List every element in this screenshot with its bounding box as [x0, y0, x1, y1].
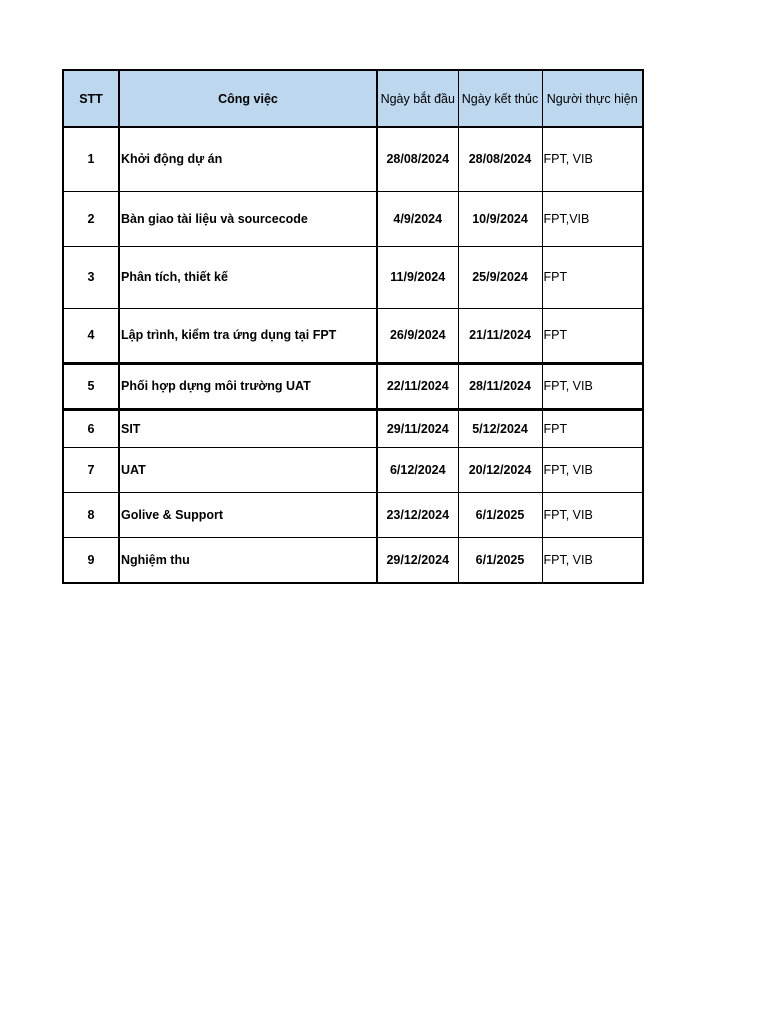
header-owner: Người thực hiện — [542, 70, 643, 127]
cell-owner: FPT — [542, 246, 643, 308]
cell-owner: FPT, VIB — [542, 492, 643, 537]
cell-start-date: 23/12/2024 — [377, 492, 458, 537]
table-row — [63, 447, 643, 492]
cell-owner: FPT, VIB — [542, 363, 643, 409]
cell-end-date: 5/12/2024 — [458, 409, 542, 447]
cell-task: Nghiệm thu — [119, 537, 377, 583]
table-row — [63, 492, 643, 537]
cell-task: UAT — [119, 447, 377, 492]
cell-task: Phân tích, thiết kế — [119, 246, 377, 308]
cell-end-date: 25/9/2024 — [458, 246, 542, 308]
cell-owner: FPT,VIB — [542, 191, 643, 246]
cell-task: Phối hợp dựng môi trường UAT — [119, 363, 377, 409]
cell-stt: 6 — [63, 409, 119, 447]
cell-stt: 2 — [63, 191, 119, 246]
header-end-date: Ngày kết thúc — [458, 70, 542, 127]
cell-start-date: 11/9/2024 — [377, 246, 458, 308]
cell-task: Bàn giao tài liệu và sourcecode — [119, 191, 377, 246]
table-row — [63, 127, 643, 191]
header-task: Công việc — [119, 70, 377, 127]
cell-start-date: 6/12/2024 — [377, 447, 458, 492]
cell-stt: 1 — [63, 127, 119, 191]
cell-task: SIT — [119, 409, 377, 447]
table-row — [63, 363, 643, 409]
cell-end-date: 20/12/2024 — [458, 447, 542, 492]
cell-task: Khởi động dự án — [119, 127, 377, 191]
cell-stt: 3 — [63, 246, 119, 308]
schedule-table — [62, 69, 644, 584]
table-row — [63, 308, 643, 363]
cell-owner: FPT, VIB — [542, 127, 643, 191]
table-row — [63, 409, 643, 447]
table-row — [63, 537, 643, 583]
cell-end-date: 6/1/2025 — [458, 537, 542, 583]
cell-end-date: 10/9/2024 — [458, 191, 542, 246]
cell-owner: FPT, VIB — [542, 537, 643, 583]
table-row — [63, 191, 643, 246]
cell-stt: 4 — [63, 308, 119, 363]
cell-owner: FPT — [542, 409, 643, 447]
cell-stt: 9 — [63, 537, 119, 583]
cell-task: Golive & Support — [119, 492, 377, 537]
table-header-row — [63, 70, 643, 127]
cell-owner: FPT, VIB — [542, 447, 643, 492]
cell-stt: 7 — [63, 447, 119, 492]
cell-start-date: 4/9/2024 — [377, 191, 458, 246]
cell-start-date: 28/08/2024 — [377, 127, 458, 191]
header-start-date: Ngày bắt đầu — [377, 70, 458, 127]
cell-end-date: 6/1/2025 — [458, 492, 542, 537]
header-stt: STT — [63, 70, 119, 127]
cell-end-date: 28/11/2024 — [458, 363, 542, 409]
cell-stt: 8 — [63, 492, 119, 537]
cell-stt: 5 — [63, 363, 119, 409]
cell-start-date: 26/9/2024 — [377, 308, 458, 363]
cell-end-date: 28/08/2024 — [458, 127, 542, 191]
cell-start-date: 29/12/2024 — [377, 537, 458, 583]
cell-end-date: 21/11/2024 — [458, 308, 542, 363]
cell-start-date: 22/11/2024 — [377, 363, 458, 409]
table-row — [63, 246, 643, 308]
cell-start-date: 29/11/2024 — [377, 409, 458, 447]
cell-task: Lập trình, kiểm tra ứng dụng tại FPT — [119, 308, 377, 363]
cell-owner: FPT — [542, 308, 643, 363]
